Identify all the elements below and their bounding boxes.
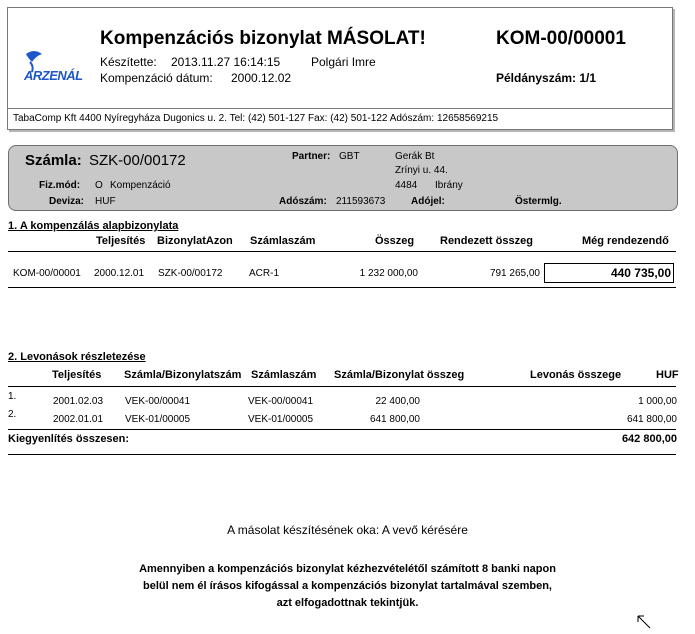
company-logo [20, 48, 83, 88]
partner-address: Zrínyi u. 44. [395, 165, 448, 176]
s1-col-osszeg: Összeg [375, 235, 415, 247]
created-by: Polgári Imre [311, 55, 376, 69]
s2-row1-bizonylat: VEK-00/00041 [125, 396, 191, 407]
legal-note-line3: azt elfogadottnak tekintjük. [276, 597, 419, 609]
document-title: Kompenzációs bizonylat MÁSOLAT! [100, 28, 426, 49]
partner-name: Gerák Bt [395, 151, 435, 162]
partner-city: Ibrány [435, 180, 463, 191]
s2-row2-bizonylat: VEK-01/00005 [125, 414, 191, 425]
s2-row2-levonas: 641 800,00 [626, 414, 677, 425]
partner-code: GBT [339, 151, 360, 162]
s2-bottom-rule [8, 454, 676, 455]
copies-count: Példányszám: 1/1 [496, 71, 597, 85]
section1-title: 1. A kompenzálás alapbizonylata [8, 220, 179, 232]
s1-col-bizonylatazon: BizonylatAzon [157, 235, 233, 247]
created-value: 2013.11.27 16:14:15 [171, 55, 281, 69]
s1-row-doc: KOM-00/00001 [13, 268, 81, 279]
s2-row1-date: 2001.02.03 [53, 396, 104, 407]
s2-row2-osszeg: 641 800,00 [369, 414, 420, 425]
legal-note-line2: belül nem él írásos kifogással a kompenzációs bizonylat tartalmával szemben, [143, 580, 552, 592]
s2-col-levonas: Levonás összege [530, 369, 622, 381]
compensation-date-label: Kompenzáció dátum: [100, 71, 213, 85]
s2-row1-levonas: 1 000,00 [638, 396, 677, 407]
s1-row-rule [8, 287, 676, 288]
logo-text: ARZENÁL [24, 68, 83, 83]
s1-col-rendezett: Rendezett összeg [440, 235, 533, 247]
document-header [7, 7, 673, 130]
s1-row-date: 2000.12.01 [94, 268, 145, 279]
compensation-date-value: 2000.12.02 [231, 71, 292, 85]
s2-col-osszeg: Számla/Bizonylat összeg [334, 369, 465, 381]
s1-col-meg-rendezendo: Még rendezendő [582, 235, 669, 247]
s2-row1-osszeg: 22 400,00 [375, 396, 420, 407]
partner-label: Partner: [292, 151, 331, 162]
header-divider [8, 108, 672, 109]
s2-col-teljesites: Teljesítés [52, 369, 102, 381]
s1-row-rendezett: 791 265,00 [489, 268, 540, 279]
s1-row-osszeg: 1 232 000,00 [359, 268, 418, 279]
s2-total-label: Kiegyenlítés összesen: [8, 433, 130, 445]
s2-row2-szamla: VEK-01/00005 [248, 414, 314, 425]
tax-number-value: 211593673 [336, 196, 386, 207]
s2-header-rule [8, 386, 676, 387]
s2-total-value: 642 800,00 [621, 433, 677, 445]
invoice-value: SZK-00/00172 [89, 152, 186, 169]
legal-note-line1: Amennyiben a kompenzációs bizonylat kézhezvételétől számított 8 banki napon [139, 563, 556, 575]
payment-method-code: O [95, 180, 103, 191]
section2-title: 2. Levonások részletezése [8, 351, 146, 363]
copy-reason: A másolat készítésének oka: A vevő kérésére [227, 523, 468, 537]
invoice-label: Számla: [25, 152, 82, 169]
s1-row-szamla: ACR-1 [249, 268, 280, 279]
s1-row-meg-value: 440 735,00 [610, 266, 671, 280]
s2-col-currency: HUF [656, 369, 679, 381]
s2-row1-szamla: VEK-00/00041 [248, 396, 314, 407]
s1-col-teljesites: Teljesítés [96, 235, 146, 247]
s1-header-rule [8, 251, 676, 252]
s2-col-szamlaszam: Számlaszám [251, 369, 317, 381]
document-number: KOM-00/00001 [496, 28, 626, 49]
tax-code-value: Östermlg. [515, 196, 562, 207]
company-info: TabaComp Kft 4400 Nyíregyháza Dugonics u. 2. Tel: (42) 501-127 Fax: (42) 501-122 Adószám: 12658569215 [13, 113, 499, 124]
created-label: Készítette: [100, 55, 157, 69]
s2-row1-num: 1. [8, 391, 17, 402]
payment-method-value: Kompenzáció [110, 180, 171, 191]
s2-total-rule [8, 429, 676, 430]
s2-row2-date: 2002.01.01 [53, 414, 104, 425]
partner-zip: 4484 [395, 180, 418, 191]
s2-col-bizonylatszam: Számla/Bizonylatszám [124, 369, 242, 381]
s1-row-azon: SZK-00/00172 [158, 268, 223, 279]
mouse-cursor-icon [637, 615, 653, 634]
partner-panel [8, 145, 678, 211]
currency-value: HUF [95, 196, 116, 207]
currency-label: Deviza: [49, 196, 85, 207]
tax-number-label: Adószám: [279, 196, 327, 207]
s1-col-szamlaszam: Számlaszám [250, 235, 316, 247]
payment-method-label: Fiz.mód: [39, 180, 81, 191]
tax-code-label: Adójel: [411, 196, 445, 207]
s2-row2-num: 2. [8, 409, 17, 420]
